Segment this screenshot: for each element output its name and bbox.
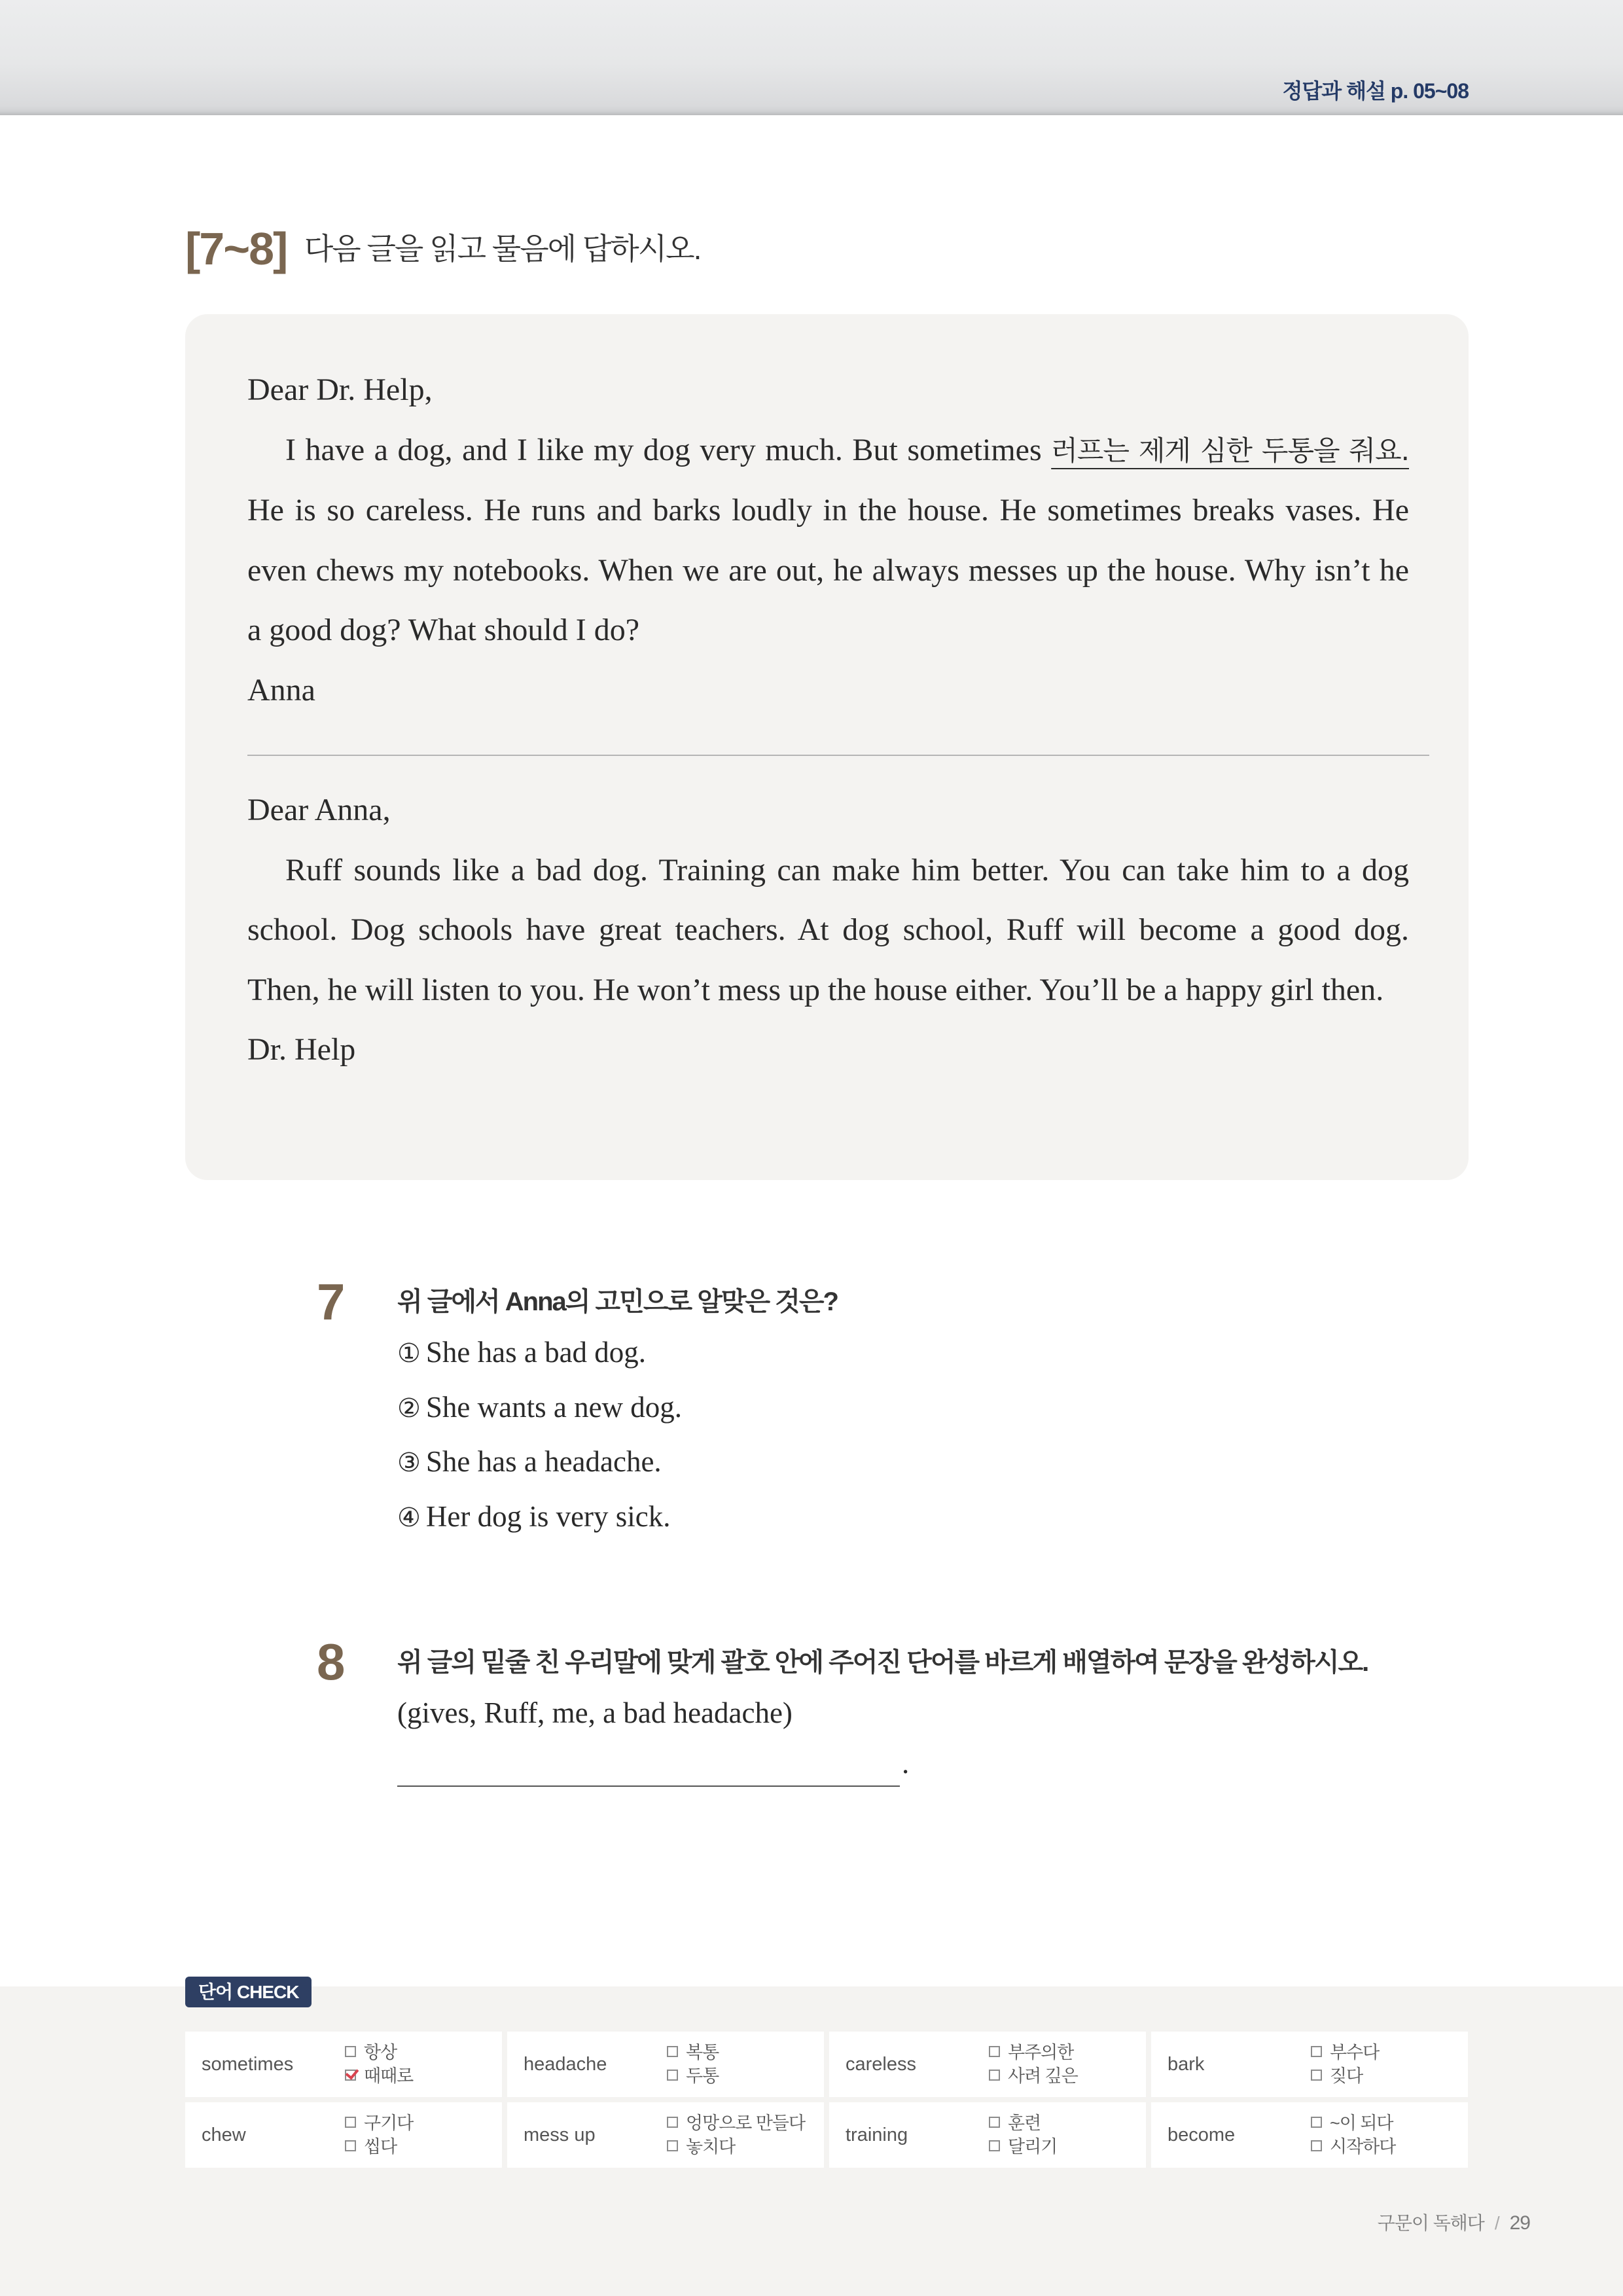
vocab-options xyxy=(1311,2111,1395,2159)
checkbox-icon[interactable] xyxy=(667,2046,678,2057)
checkbox-icon[interactable] xyxy=(345,2046,356,2057)
vocab-option[interactable] xyxy=(989,2135,1057,2159)
checkbox-icon[interactable] xyxy=(667,2117,678,2128)
checkbox-icon[interactable] xyxy=(989,2070,1000,2081)
question-8-number: 8 xyxy=(317,1633,346,1691)
vocab-item xyxy=(507,2032,824,2097)
vocab-word: chew xyxy=(202,2125,246,2145)
section-number: [7~8] xyxy=(185,223,287,274)
vocab-option-label: 사려 깊은 xyxy=(1008,2066,1078,2086)
vocab-option[interactable] xyxy=(989,2064,1078,2088)
vocab-check-badge: 단어 CHECK xyxy=(185,1977,312,2007)
letter1-signature: Anna xyxy=(247,672,315,708)
vocab-option-label: 때때로 xyxy=(364,2066,414,2086)
letter-divider xyxy=(247,755,1429,756)
question-7-text: 위 글에서 Anna의 고민으로 알맞은 것은? xyxy=(397,1287,838,1316)
vocab-option-label: 씹다 xyxy=(364,2137,397,2157)
vocab-option-label: 두통 xyxy=(686,2066,719,2086)
checkbox-icon[interactable] xyxy=(989,2046,1000,2057)
checkbox-icon[interactable] xyxy=(345,2117,356,2128)
vocab-options xyxy=(667,2111,805,2159)
vocab-word: sometimes xyxy=(202,2054,294,2075)
question-8-text: 위 글의 밑줄 친 우리말에 맞게 괄호 안에 주어진 단어를 바르게 배열하여 문장을 완성하시오. xyxy=(397,1648,1368,1677)
choice-3-text: She has a headache. xyxy=(425,1445,662,1478)
choice-3-mark: ③ xyxy=(397,1448,421,1478)
letter1-body-rest: He is so careless. He runs and barks loudly in the house. He sometimes breaks vases. He even chews my notebooks. When we are out, he always messes up the house. Why isn’t he a good dog? What should I do? xyxy=(247,493,1409,647)
choice-1[interactable] xyxy=(397,1325,682,1380)
choice-2[interactable] xyxy=(397,1380,682,1435)
vocab-item xyxy=(829,2102,1146,2168)
checkbox-icon[interactable] xyxy=(989,2117,1000,2128)
vocab-option[interactable] xyxy=(989,2111,1057,2135)
vocab-option[interactable] xyxy=(667,2041,719,2064)
vocab-option[interactable] xyxy=(345,2064,413,2088)
vocab-option-label: 짖다 xyxy=(1330,2066,1363,2086)
choice-3[interactable] xyxy=(397,1435,682,1490)
vocab-option-label: 훈련 xyxy=(1008,2113,1041,2133)
footer-separator: / xyxy=(1494,2213,1499,2233)
vocab-options xyxy=(989,2041,1078,2088)
vocab-option-label: 달리기 xyxy=(1008,2137,1058,2157)
vocab-option-label: 항상 xyxy=(364,2043,397,2062)
checkbox-icon[interactable] xyxy=(667,2140,678,2151)
choice-2-mark: ② xyxy=(397,1393,421,1424)
answer-period: . xyxy=(902,1747,910,1780)
letter1-body xyxy=(247,420,1409,660)
choice-2-text: She wants a new dog. xyxy=(425,1390,683,1424)
checkbox-icon[interactable] xyxy=(1311,2140,1322,2151)
choice-4[interactable] xyxy=(397,1490,682,1545)
letter2-greeting: Dear Anna, xyxy=(247,793,391,827)
checkbox-icon[interactable] xyxy=(1311,2117,1322,2128)
passage-box xyxy=(185,314,1469,1180)
vocab-option-label: ~이 되다 xyxy=(1330,2113,1393,2133)
question-8-given-words: (gives, Ruff, me, a bad headache) xyxy=(397,1696,793,1729)
vocab-option[interactable] xyxy=(1311,2041,1379,2064)
vocab-option-label: 복통 xyxy=(686,2043,719,2062)
answer-reference: 정답과 해설 p. 05~08 xyxy=(1282,79,1469,103)
choice-1-mark: ① xyxy=(397,1338,421,1369)
vocab-item xyxy=(829,2032,1146,2097)
vocab-options xyxy=(1311,2041,1379,2088)
vocab-word: mess up xyxy=(524,2125,596,2145)
page-footer xyxy=(1378,2209,1530,2235)
vocab-word: bark xyxy=(1168,2054,1205,2075)
vocab-options xyxy=(667,2041,719,2088)
vocab-option[interactable] xyxy=(1311,2064,1379,2088)
section-instruction: 다음 글을 읽고 물음에 답하시오. xyxy=(304,232,701,266)
book-title: 구문이 독해다 xyxy=(1377,2213,1484,2233)
vocab-item xyxy=(185,2032,502,2097)
answer-blank-line[interactable] xyxy=(397,1785,900,1787)
vocab-option-label: 구기다 xyxy=(364,2113,414,2133)
vocab-option[interactable] xyxy=(345,2111,413,2135)
vocab-option-label: 부수다 xyxy=(1330,2043,1380,2062)
page-number: 29 xyxy=(1509,2212,1530,2234)
question-7-choices xyxy=(397,1325,682,1544)
checkbox-icon[interactable] xyxy=(1311,2046,1322,2057)
vocab-word: become xyxy=(1168,2125,1236,2145)
vocab-option[interactable] xyxy=(345,2135,413,2159)
section-heading xyxy=(185,223,700,275)
vocab-option[interactable] xyxy=(667,2111,805,2135)
choice-4-text: Her dog is very sick. xyxy=(425,1499,671,1533)
vocab-option[interactable] xyxy=(345,2041,413,2064)
letter1-body-start: I have a dog, and I like my dog very much. But sometimes xyxy=(285,432,1052,467)
vocab-word: headache xyxy=(524,2054,607,2075)
choice-1-text: She has a bad dog. xyxy=(425,1336,647,1369)
letter2-signature: Dr. Help xyxy=(247,1032,356,1067)
vocab-option[interactable] xyxy=(667,2064,719,2088)
vocab-item xyxy=(1151,2102,1468,2168)
choice-4-mark: ④ xyxy=(397,1502,421,1533)
checkbox-icon[interactable] xyxy=(1311,2070,1322,2081)
letter-to-anna xyxy=(247,780,1409,1080)
question-7-number: 7 xyxy=(317,1273,346,1331)
vocab-options xyxy=(345,2041,413,2088)
vocab-option[interactable] xyxy=(667,2135,805,2159)
vocab-word: training xyxy=(846,2125,908,2145)
letter-to-dr-help xyxy=(247,360,1409,720)
vocab-option[interactable] xyxy=(1311,2111,1395,2135)
vocab-item xyxy=(1151,2032,1468,2097)
vocab-option[interactable] xyxy=(989,2041,1078,2064)
vocab-word: careless xyxy=(846,2054,916,2075)
vocab-item xyxy=(185,2102,502,2168)
checked-checkbox-icon[interactable] xyxy=(345,2070,356,2081)
checkbox-icon[interactable] xyxy=(667,2070,678,2081)
vocab-option-label: 엉망으로 만들다 xyxy=(686,2113,806,2133)
checkbox-icon[interactable] xyxy=(989,2140,1000,2151)
vocab-option[interactable] xyxy=(1311,2135,1395,2159)
vocab-grid xyxy=(185,2032,1469,2168)
vocab-option-label: 시작하다 xyxy=(1330,2137,1396,2157)
underlined-korean-phrase: 러프는 제게 심한 두통을 줘요. xyxy=(1051,434,1410,467)
vocab-options xyxy=(989,2111,1057,2159)
letter2-body: Ruff sounds like a bad dog. Training can make him better. You can take him to a dog school. Dog schools have great teachers. At dog school, Ruff will become a good dog. Then, he will listen to you. He won’t mess up the house either. You’ll be a happy girl then. xyxy=(247,852,1409,1007)
vocab-option-label: 부주의한 xyxy=(1008,2043,1074,2062)
letter1-greeting: Dear Dr. Help, xyxy=(247,372,433,407)
checkbox-icon[interactable] xyxy=(345,2140,356,2151)
vocab-item xyxy=(507,2102,824,2168)
vocab-option-label: 놓치다 xyxy=(686,2137,736,2157)
vocab-options xyxy=(345,2111,413,2159)
